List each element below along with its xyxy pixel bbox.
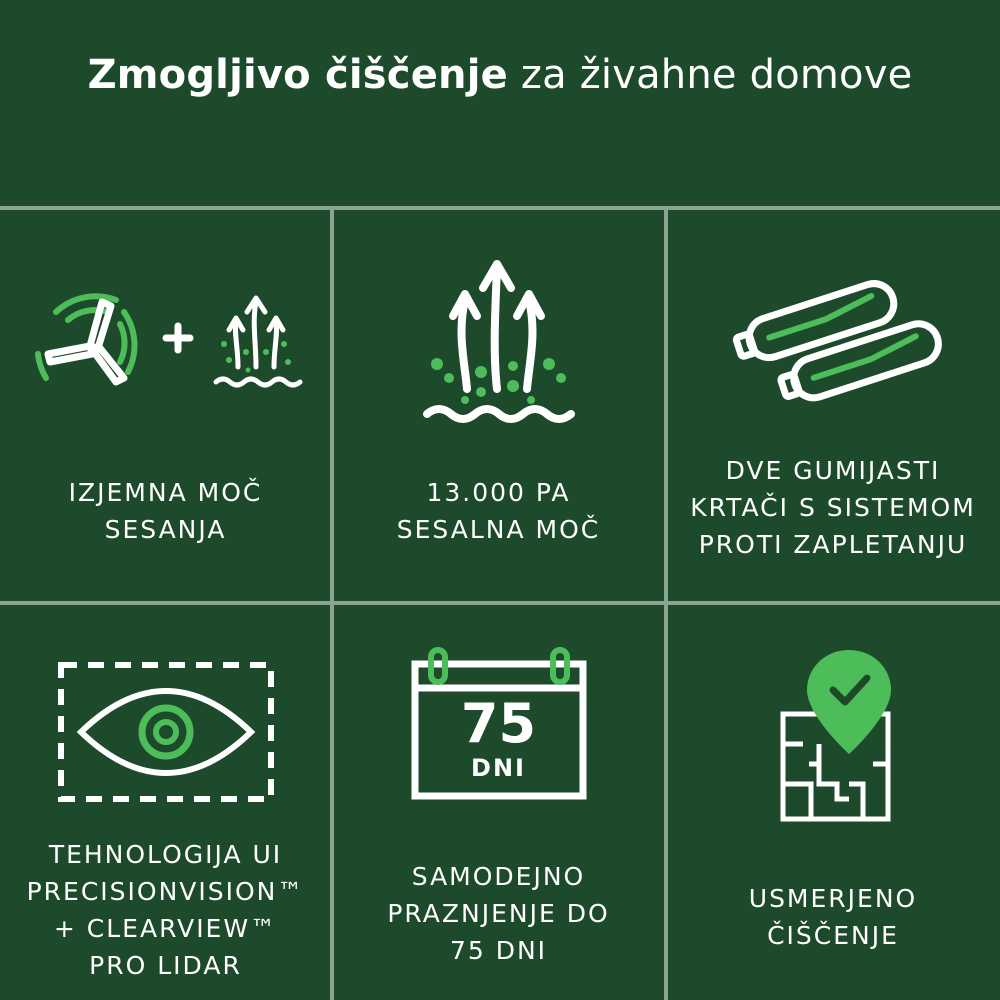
label-line: ČIŠČENJE bbox=[767, 921, 899, 950]
label-line: TEHNOLOGIJA UI bbox=[48, 840, 283, 869]
feature-cell-suction bbox=[0, 206, 331, 602]
eye-vision-icon bbox=[0, 660, 331, 810]
title-rest: za živahne domove bbox=[520, 52, 913, 98]
feature-label-vision bbox=[0, 836, 331, 984]
label-line: PRO LIDAR bbox=[89, 951, 242, 980]
feature-label-suction bbox=[0, 474, 331, 548]
suction-power-icon bbox=[0, 282, 331, 392]
feature-cell-targeted bbox=[666, 602, 1000, 1000]
airflow-arrows-icon bbox=[331, 254, 666, 424]
label-line: SESANJA bbox=[104, 515, 227, 544]
feature-cell-pa bbox=[331, 206, 666, 602]
feature-label-pa bbox=[331, 474, 666, 548]
label-line: PROTI ZAPLETANJU bbox=[698, 530, 968, 559]
label-line: IZJEMNA MOČ bbox=[68, 478, 263, 507]
label-line: DVE GUMIJASTI bbox=[725, 456, 941, 485]
label-line: PRECISIONVISION™ bbox=[26, 877, 305, 906]
map-pin-check-icon bbox=[666, 644, 1000, 824]
feature-label-calendar bbox=[331, 858, 666, 969]
feature-label-targeted bbox=[666, 880, 1000, 954]
label-line: 75 DNI bbox=[449, 936, 548, 965]
title-bold: Zmogljivo čiščenje bbox=[87, 52, 508, 98]
feature-cell-calendar bbox=[331, 602, 666, 1000]
label-line: USMERJENO bbox=[748, 884, 918, 913]
calendar-unit: DNI bbox=[471, 754, 526, 782]
label-line: SESALNA MOČ bbox=[396, 515, 601, 544]
feature-cell-vision bbox=[0, 602, 331, 1000]
label-line: + CLEARVIEW™ bbox=[53, 914, 278, 943]
rubber-brushes-icon bbox=[666, 270, 1000, 410]
label-line: PRAZNJENJE DO bbox=[387, 899, 610, 928]
header bbox=[0, 0, 1000, 206]
calendar-icon bbox=[331, 644, 666, 802]
label-line: 13.000 PA bbox=[426, 478, 571, 507]
feature-grid bbox=[0, 206, 1000, 1000]
label-line: KRTAČI S SISTEMOM bbox=[690, 493, 976, 522]
page-title bbox=[88, 52, 913, 98]
feature-label-brushes bbox=[666, 452, 1000, 563]
calendar-number: 75 bbox=[460, 692, 537, 755]
label-line: SAMODEJNO bbox=[411, 862, 586, 891]
feature-cell-brushes bbox=[666, 206, 1000, 602]
